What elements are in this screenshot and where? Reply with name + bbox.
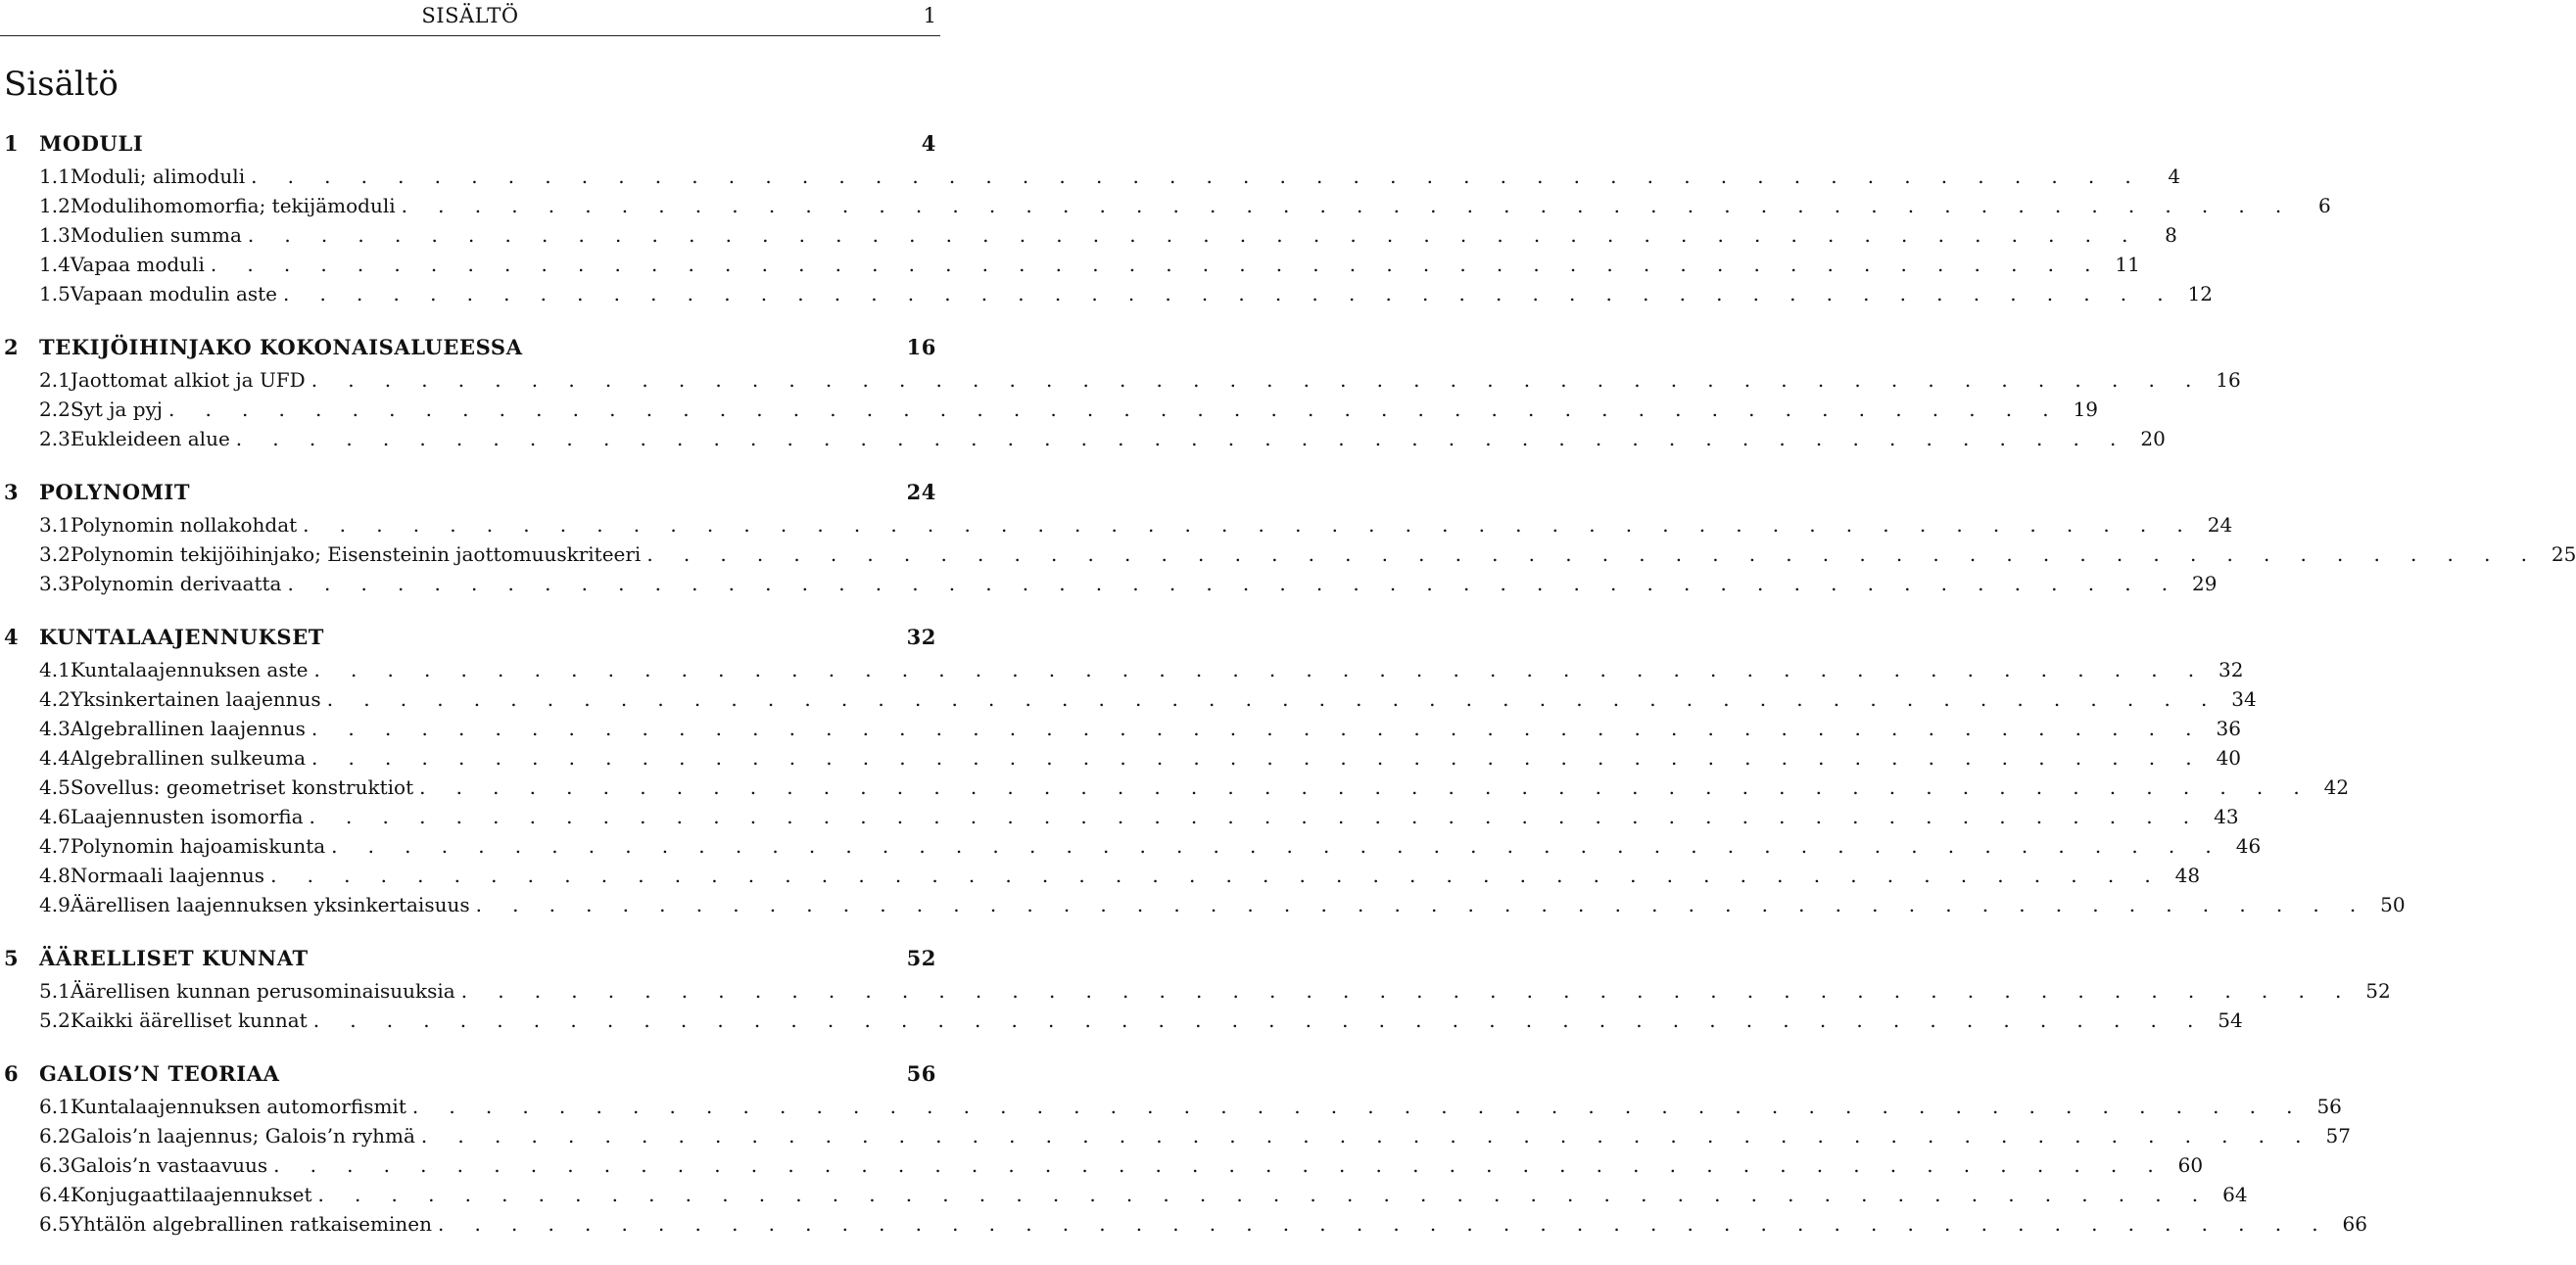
section-number: 3.2	[39, 542, 71, 566]
section-page: 4	[2168, 164, 2181, 188]
toc-section-entry[interactable]	[0, 194, 2331, 223]
section-title: Kaikki äärelliset kunnat	[70, 1008, 308, 1032]
section-number: 1.4	[39, 253, 71, 276]
page-number: 1	[923, 4, 936, 27]
section-title: Vapaan modulin aste	[70, 282, 278, 305]
chapter-num: 2	[4, 335, 20, 359]
toc-section-entry[interactable]	[0, 1008, 2243, 1038]
dot-leader: . . . . . . . . . . . . . . . . . . . . . . . . . . . . . . . . . . . . . . . . . . . . . . . . . . . .	[270, 864, 2164, 887]
section-title: Algebrallinen sulkeuma	[70, 746, 306, 770]
toc-section-entry[interactable]	[0, 979, 2391, 1008]
chapter-title: KUNTALAAJENNUKSET	[39, 625, 325, 649]
section-number: 3.3	[39, 572, 71, 595]
section-title: Sovellus: geometriset konstruktiot	[70, 775, 414, 799]
section-page: 16	[2216, 368, 2241, 392]
toc-section-entry[interactable]	[0, 687, 2257, 717]
toc-chapter-entry[interactable]	[0, 480, 940, 513]
chapter-title: ÄÄRELLISET KUNNAT	[39, 946, 309, 970]
dot-leader: . . . . . . . . . . . . . . . . . . . . . . . . . . . . . . . . . . . . . . . . . . . . . . . . . . . .	[460, 979, 2354, 1003]
toc-section-entry[interactable]	[0, 282, 2214, 311]
toc-title: Sisältö	[4, 65, 119, 104]
running-header	[0, 0, 940, 36]
section-title: Galois’n laajennus; Galois’n ryhmä	[70, 1124, 415, 1148]
chapter-page: 52	[906, 946, 936, 970]
section-title: Syt ja pyj	[70, 398, 163, 421]
section-number: 6.1	[39, 1095, 71, 1118]
section-page: 11	[2115, 253, 2140, 276]
dot-leader: . . . . . . . . . . . . . . . . . . . . . . . . . . . . . . . . . . . . . . . . . . . . . . . . . . . .	[168, 398, 2062, 421]
dot-leader: . . . . . . . . . . . . . . . . . . . . . . . . . . . . . . . . . . . . . . . . . . . . . . . . . . . .	[312, 1008, 2206, 1032]
toc-section-entry[interactable]	[0, 1183, 2248, 1212]
section-number: 2.2	[39, 398, 71, 421]
dot-leader: . . . . . . . . . . . . . . . . . . . . . . . . . . . . . . . . . . . . . . . . . . . . . . . . . . . .	[317, 1183, 2211, 1206]
toc-section-entry[interactable]	[0, 513, 2233, 542]
section-title: Polynomin derivaatta	[70, 572, 282, 595]
toc-section-entry[interactable]	[0, 864, 2201, 893]
dot-leader: . . . . . . . . . . . . . . . . . . . . . . . . . . . . . . . . . . . . . . . . . . . . . . . . . . . .	[331, 834, 2224, 858]
dot-leader: . . . . . . . . . . . . . . . . . . . . . . . . . . . . . . . . . . . . . . . . . . . . . . . . . . . .	[646, 542, 2540, 566]
dot-leader: . . . . . . . . . . . . . . . . . . . . . . . . . . . . . . . . . . . . . . . . . . . . . . . . . . . .	[283, 282, 2176, 305]
dot-leader: . . . . . . . . . . . . . . . . . . . . . . . . . . . . . . . . . . . . . . . . . . . . . . . . . . . .	[419, 775, 2313, 799]
chapter-page: 4	[921, 131, 936, 156]
section-title: Polynomin nollakohdat	[70, 513, 298, 537]
section-page: 36	[2216, 717, 2241, 740]
section-number: 6.5	[39, 1212, 71, 1236]
section-page: 12	[2187, 282, 2214, 305]
section-page: 24	[2207, 513, 2233, 537]
section-title: Modulihomomorfia; tekijämoduli	[70, 194, 396, 217]
dot-leader: . . . . . . . . . . . . . . . . . . . . . . . . . . . . . . . . . . . . . . . . . . . . . . . . . . . .	[235, 427, 2128, 450]
section-page: 20	[2140, 427, 2166, 450]
chapter-num: 4	[4, 625, 20, 649]
dot-leader: . . . . . . . . . . . . . . . . . . . . . . . . . . . . . . . . . . . . . . . . . . . . . . . . . . . .	[411, 1095, 2305, 1118]
section-page: 8	[2165, 223, 2177, 247]
section-title: Kuntalaajennuksen aste	[70, 658, 309, 681]
dot-leader: . . . . . . . . . . . . . . . . . . . . . . . . . . . . . . . . . . . . . . . . . . . . . . . . . . . .	[310, 717, 2204, 740]
section-title: Laajennusten isomorfia	[70, 805, 304, 828]
section-page: 19	[2073, 398, 2099, 421]
section-number: 4.5	[39, 775, 71, 799]
toc-chapter	[0, 1061, 2367, 1242]
section-number: 4.7	[39, 834, 71, 858]
section-page: 57	[2325, 1124, 2351, 1148]
section-page: 34	[2231, 687, 2257, 711]
toc-section-entry[interactable]	[0, 253, 2140, 282]
section-page: 25	[2551, 542, 2576, 566]
section-number: 4.4	[39, 746, 71, 770]
chapter-num: 5	[4, 946, 20, 970]
section-number: 6.4	[39, 1183, 71, 1206]
section-title: Galois’n vastaavuus	[70, 1153, 268, 1177]
section-title: Äärellisen kunnan perusominaisuuksia	[70, 979, 455, 1003]
toc-section-entry[interactable]	[0, 368, 2241, 398]
dot-leader: . . . . . . . . . . . . . . . . . . . . . . . . . . . . . . . . . . . . . . . . . . . . . . . . . . . .	[437, 1212, 2330, 1236]
toc-section-entry[interactable]	[0, 164, 2181, 194]
section-number: 1.2	[39, 194, 71, 217]
toc-section-entry[interactable]	[0, 658, 2244, 687]
dot-leader: . . . . . . . . . . . . . . . . . . . . . . . . . . . . . . . . . . . . . . . . . . . . . . . . . . . .	[310, 368, 2204, 392]
toc-chapter	[0, 131, 2331, 311]
chapter-page: 24	[906, 480, 936, 504]
section-title: Kuntalaajennuksen automorfismit	[70, 1095, 406, 1118]
toc-section-entry[interactable]	[0, 572, 2218, 601]
chapter-title: GALOIS’N TEORIAA	[39, 1061, 280, 1086]
section-number: 3.1	[39, 513, 71, 537]
section-page: 6	[2317, 194, 2331, 217]
section-number: 4.9	[39, 893, 71, 916]
toc-section-entry[interactable]	[0, 717, 2241, 746]
section-number: 2.3	[39, 427, 71, 450]
toc-chapter	[0, 335, 2241, 456]
section-number: 1.3	[39, 223, 71, 247]
toc-chapter	[0, 480, 2576, 601]
toc-section-entry[interactable]	[0, 427, 2166, 456]
chapter-num: 3	[4, 480, 20, 504]
section-title: Polynomin hajoamiskunta	[70, 834, 326, 858]
chapter-page: 16	[906, 335, 936, 359]
section-page: 40	[2216, 746, 2242, 770]
dot-leader: . . . . . . . . . . . . . . . . . . . . . . . . . . . . . . . . . . . . . . . . . . . . . . . . . . . .	[309, 805, 2202, 828]
toc-section-entry[interactable]	[0, 893, 2406, 922]
section-number: 5.2	[39, 1008, 71, 1032]
dot-leader: . . . . . . . . . . . . . . . . . . . . . . . . . . . . . . . . . . . . . . . . . . . . . . . . . . . .	[401, 194, 2294, 217]
section-number: 6.2	[39, 1124, 71, 1148]
section-number: 4.3	[39, 717, 71, 740]
chapter-page: 56	[906, 1061, 936, 1086]
section-page: 48	[2174, 864, 2201, 887]
section-number: 4.1	[39, 658, 71, 681]
toc-section-entry[interactable]	[0, 1095, 2342, 1124]
section-page: 42	[2323, 775, 2350, 799]
toc-chapter-entry[interactable]	[0, 946, 940, 979]
toc-section-entry[interactable]	[0, 542, 2576, 572]
section-title: Yhtälön algebrallinen ratkaiseminen	[70, 1212, 432, 1236]
dot-leader: . . . . . . . . . . . . . . . . . . . . . . . . . . . . . . . . . . . . . . . . . . . . . . . . . . . .	[287, 572, 2180, 595]
section-page: 43	[2214, 805, 2239, 828]
toc-section-entry[interactable]	[0, 805, 2239, 834]
dot-leader: . . . . . . . . . . . . . . . . . . . . . . . . . . . . . . . . . . . . . . . . . . . . . . . . . . . .	[420, 1124, 2314, 1148]
section-page: 32	[2218, 658, 2244, 681]
section-title: Moduli; alimoduli	[70, 164, 246, 188]
section-title: Yksinkertainen laajennus	[70, 687, 321, 711]
table-of-contents	[0, 131, 2576, 1265]
toc-section-entry[interactable]	[0, 223, 2177, 253]
section-number: 1.5	[39, 282, 71, 305]
section-page: 52	[2365, 979, 2391, 1003]
section-page: 46	[2235, 834, 2262, 858]
toc-section-entry[interactable]	[0, 1124, 2351, 1153]
toc-section-entry[interactable]	[0, 834, 2262, 864]
section-page: 66	[2342, 1212, 2367, 1236]
toc-chapter-entry[interactable]	[0, 1061, 940, 1095]
section-number: 5.1	[39, 979, 71, 1003]
section-title: Äärellisen laajennuksen yksinkertaisuus	[70, 893, 470, 916]
section-number: 4.6	[39, 805, 71, 828]
section-page: 64	[2222, 1183, 2248, 1206]
section-title: Konjugaattilaajennukset	[70, 1183, 312, 1206]
chapter-title: MODULI	[39, 131, 144, 156]
section-number: 4.8	[39, 864, 71, 887]
section-page: 50	[2380, 893, 2406, 916]
section-title: Jaottomat alkiot ja UFD	[70, 368, 306, 392]
section-title: Modulien summa	[70, 223, 242, 247]
dot-leader: . . . . . . . . . . . . . . . . . . . . . . . . . . . . . . . . . . . . . . . . . . . . . . . . . . . .	[251, 164, 2144, 188]
dot-leader: . . . . . . . . . . . . . . . . . . . . . . . . . . . . . . . . . . . . . . . . . . . . . . . . . . . .	[247, 223, 2140, 247]
dot-leader: . . . . . . . . . . . . . . . . . . . . . . . . . . . . . . . . . . . . . . . . . . . . . . . . . . . .	[273, 1153, 2167, 1177]
section-title: Vapaa moduli	[70, 253, 205, 276]
toc-section-entry[interactable]	[0, 1153, 2204, 1183]
section-number: 4.2	[39, 687, 71, 711]
chapter-num: 6	[4, 1061, 20, 1086]
section-page: 54	[2218, 1008, 2243, 1032]
section-title: Eukleideen alue	[70, 427, 230, 450]
section-title: Normaali laajennus	[70, 864, 265, 887]
chapter-title: POLYNOMIT	[39, 480, 191, 504]
toc-section-entry[interactable]	[0, 746, 2242, 775]
section-page: 56	[2316, 1095, 2342, 1118]
chapter-num: 1	[4, 131, 20, 156]
toc-chapter-entry[interactable]	[0, 131, 940, 164]
chapter-title: TEKIJÖIHINJAKO KOKONAISALUEESSA	[39, 335, 523, 359]
dot-leader: . . . . . . . . . . . . . . . . . . . . . . . . . . . . . . . . . . . . . . . . . . . . . . . . . . . .	[210, 253, 2103, 276]
section-title: Polynomin tekijöihinjako; Eisensteinin jaottomuuskriteeri	[70, 542, 642, 566]
dot-leader: . . . . . . . . . . . . . . . . . . . . . . . . . . . . . . . . . . . . . . . . . . . . . . . . . . . .	[311, 746, 2205, 770]
dot-leader: . . . . . . . . . . . . . . . . . . . . . . . . . . . . . . . . . . . . . . . . . . . . . . . . . . . .	[313, 658, 2207, 681]
toc-chapter	[0, 625, 2406, 922]
section-page: 29	[2192, 572, 2218, 595]
section-number: 6.3	[39, 1153, 71, 1177]
section-number: 1.1	[39, 164, 71, 188]
toc-section-entry[interactable]	[0, 775, 2350, 805]
section-number: 2.1	[39, 368, 71, 392]
dot-leader: . . . . . . . . . . . . . . . . . . . . . . . . . . . . . . . . . . . . . . . . . . . . . . . . . . . .	[475, 893, 2368, 916]
section-page: 60	[2177, 1153, 2204, 1177]
chapter-page: 32	[906, 625, 936, 649]
toc-section-entry[interactable]	[0, 1212, 2367, 1242]
dot-leader: . . . . . . . . . . . . . . . . . . . . . . . . . . . . . . . . . . . . . . . . . . . . . . . . . . . .	[326, 687, 2219, 711]
section-title: Algebrallinen laajennus	[70, 717, 306, 740]
toc-chapter	[0, 946, 2391, 1038]
dot-leader: . . . . . . . . . . . . . . . . . . . . . . . . . . . . . . . . . . . . . . . . . . . . . . . . . . . .	[303, 513, 2196, 537]
toc-chapter-entry[interactable]	[0, 625, 940, 658]
toc-section-entry[interactable]	[0, 398, 2099, 427]
running-title: SISÄLTÖ	[421, 4, 519, 27]
toc-chapter-entry[interactable]	[0, 335, 940, 368]
